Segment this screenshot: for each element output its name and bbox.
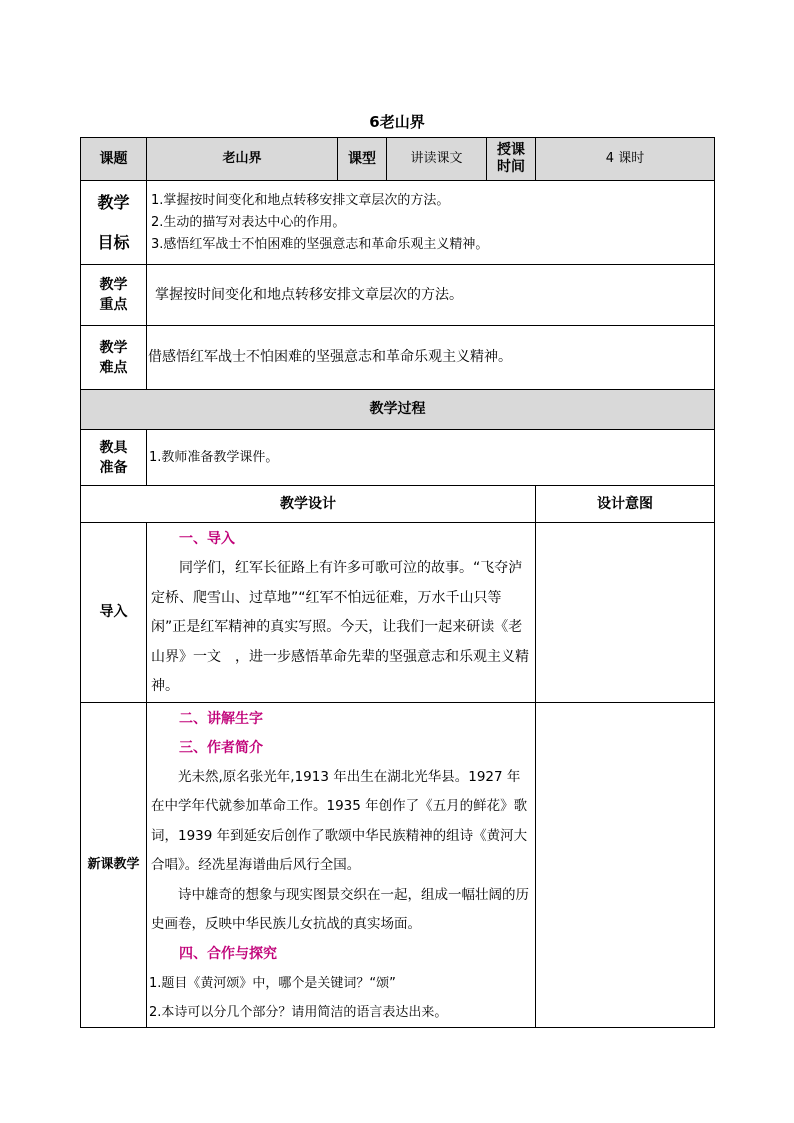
new-lesson-section-2: 二、讲解生字 (179, 710, 263, 727)
new-lesson-section-3: 三、作者简介 (179, 739, 263, 756)
hours-value: 4 课时 (536, 138, 715, 181)
objective-item: 3.感悟红军战士不怕困难的坚强意志和革命乐观主义精神。 (151, 236, 489, 252)
objectives-label (81, 181, 147, 265)
objectives-label-line-1: 教学 (97, 192, 130, 212)
tools-label-line-2: 准备 (99, 459, 128, 476)
key-points-label-line-1: 教学 (99, 277, 128, 293)
poem-paragraph: 诗中雄奇的想象与现实图景交织在一起，组成一幅壮阔的历史画卷，反映中华民族儿女抗战的真实场面。 (151, 886, 529, 932)
type-label: 课型 (338, 138, 387, 181)
intro-label: 导入 (81, 523, 147, 703)
tools-label-line-1: 教具 (99, 439, 128, 456)
topic-value: 老山界 (147, 138, 338, 181)
intro-intent-cell (536, 523, 715, 703)
new-lesson-intent-cell (536, 702, 715, 1027)
topic-label: 课题 (81, 138, 147, 181)
design-header-row (81, 486, 715, 523)
intro-content (147, 523, 536, 703)
tools-label (81, 430, 147, 486)
process-title: 教学过程 (81, 390, 715, 430)
difficulties-label (81, 326, 147, 390)
tools-content: 1.教师准备教学课件。 (147, 430, 715, 486)
new-lesson-section-4: 四、合作与探究 (179, 945, 277, 962)
difficulties-content: 借感悟红军战士不怕困难的坚强意志和革命乐观主义精神。 (147, 326, 715, 390)
hours-label-line-1: 授课 (497, 142, 525, 158)
intro-section-heading: 一、导入 (179, 531, 235, 547)
document-title: 6老山界 (369, 113, 425, 131)
intro-row (81, 523, 715, 703)
key-points-row (81, 265, 715, 326)
new-lesson-content (147, 702, 536, 1027)
difficulties-label-line-2: 难点 (99, 359, 128, 376)
difficulties-row (81, 326, 715, 390)
intro-paragraph: 同学们，红军长征路上有许多可歌可泣的故事。“飞夺泸定桥、爬雪山、过草地”“红军不怕远征难，万水千山只等闲”正是红军精神的真实写照。今天，让我们一起来研读《老山界》一文 ，进一步感悟革命先辈的坚强意志和乐观主义精神。 (151, 560, 529, 694)
process-title-row (81, 390, 715, 430)
key-points-label-line-2: 重点 (99, 297, 128, 313)
key-points-content: 掌握按时间变化和地点转移安排文章层次的方法。 (147, 265, 715, 326)
difficulties-label-line-1: 教学 (99, 339, 128, 356)
key-points-label (81, 265, 147, 326)
hours-label (487, 138, 536, 181)
objectives-row (81, 181, 715, 265)
intent-header: 设计意图 (536, 486, 715, 523)
author-paragraph: 光未然,原名张光年,1913 年出生在湖北光华县。1927 年在中学年代就参加革命工作。1935 年创作了《五月的鲜花》歌词，1939 年到延安后创作了歌颂中华民族精神的组诗《黄河大合唱》。经冼星海谱曲后风行全国。 (151, 768, 528, 873)
design-header: 教学设计 (81, 486, 536, 523)
tools-row (81, 430, 715, 486)
question-1: 1.题目《黄河颂》中，哪个是关键词？“颂” (149, 975, 396, 991)
header-row (81, 138, 715, 181)
lesson-plan-table (80, 137, 715, 1028)
new-lesson-label: 新课教学 (81, 702, 147, 1027)
new-lesson-row (81, 702, 715, 1027)
type-value: 讲读课文 (387, 138, 487, 181)
objectives-content (147, 181, 715, 265)
objectives-label-line-2: 目标 (97, 232, 130, 252)
question-2: 2.本诗可以分几个部分？请用简洁的语言表达出来。 (149, 1004, 448, 1020)
objective-item: 1.掌握按时间变化和地点转移安排文章层次的方法。 (151, 192, 450, 208)
hours-label-line-2: 时间 (497, 159, 525, 175)
objective-item: 2.生动的描写对表达中心的作用。 (151, 214, 346, 230)
